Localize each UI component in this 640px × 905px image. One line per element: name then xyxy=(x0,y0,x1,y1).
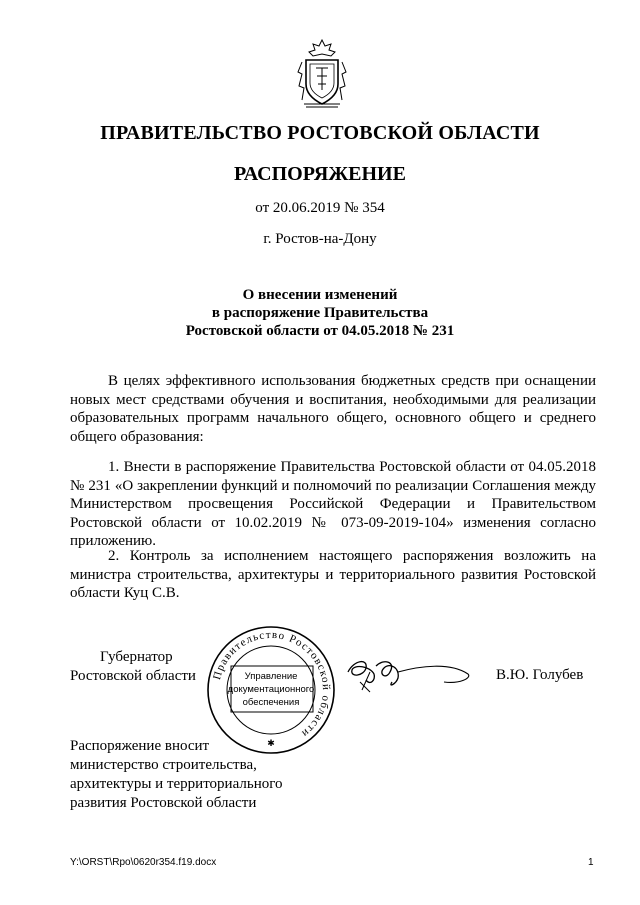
stamp-star-icon: ✱ xyxy=(267,738,275,748)
introduced-by-block xyxy=(70,737,283,813)
document-city: г. Ростов-на-Дону xyxy=(263,231,377,247)
subject-line: Ростовской области от 04.05.2018 № 231 xyxy=(185,323,455,339)
stamp-inner-line: Управление xyxy=(244,671,298,682)
body-paragraph: 2. Контроль за исполнением настоящего распоряжения возложить на министра строительства, архитектуры и территориального развития Ростовской области Куц С.В. xyxy=(70,548,596,601)
subject-line: в распоряжение Правительства xyxy=(211,305,429,321)
subject-line: О внесении изменений xyxy=(242,287,398,303)
introduced-by-line: Распоряжение вносит xyxy=(70,738,210,754)
body-paragraph: 1. Внести в распоряжение Правительства Ростовской области от 04.05.2018 № 231 «О закреплении функций и полномочий по реализации Соглашения между Министерством просвещения Российской Федерации и Правительством Ростовской области от 10.02.2019 № 073-09-2019-104» изменения согласно приложению. xyxy=(70,459,596,549)
introduced-by-line: архитектуры и территориального xyxy=(70,776,283,792)
document-date-number: от 20.06.2019 № 354 xyxy=(255,200,385,216)
organization-title: ПРАВИТЕЛЬСТВО РОСТОВСКОЙ ОБЛАСТИ xyxy=(100,122,540,144)
stamp-outer-text: Правительство Ростовской области xyxy=(211,628,333,741)
footer-file-path: Y:\ORST\Rpo\0620r354.f19.docx xyxy=(70,857,217,868)
signatory-title xyxy=(70,648,196,686)
stamp-inner-line: обеспечения xyxy=(242,697,300,708)
body-paragraph: В целях эффективного использования бюджетных средств при оснащении новых мест средствами обучения и воспитания, необходимыми для реализации образовательных программ начального общего, основного общего и среднего общего образования: xyxy=(70,373,596,445)
coat-of-arms-icon xyxy=(296,38,348,110)
page-number: 1 xyxy=(588,857,594,868)
introduced-by-line: развития Ростовской области xyxy=(70,795,257,811)
signatory-name: В.Ю. Голубев xyxy=(496,667,584,683)
signatory-title-line: Ростовской области xyxy=(70,668,196,684)
document-type: РАСПОРЯЖЕНИЕ xyxy=(234,163,406,185)
handwritten-signature xyxy=(340,652,476,696)
stamp-inner-line: документационного xyxy=(227,684,315,695)
introduced-by-line: министерство строительства, xyxy=(70,757,257,773)
signatory-title-line: Губернатор xyxy=(100,649,173,665)
document-subject xyxy=(0,286,640,340)
